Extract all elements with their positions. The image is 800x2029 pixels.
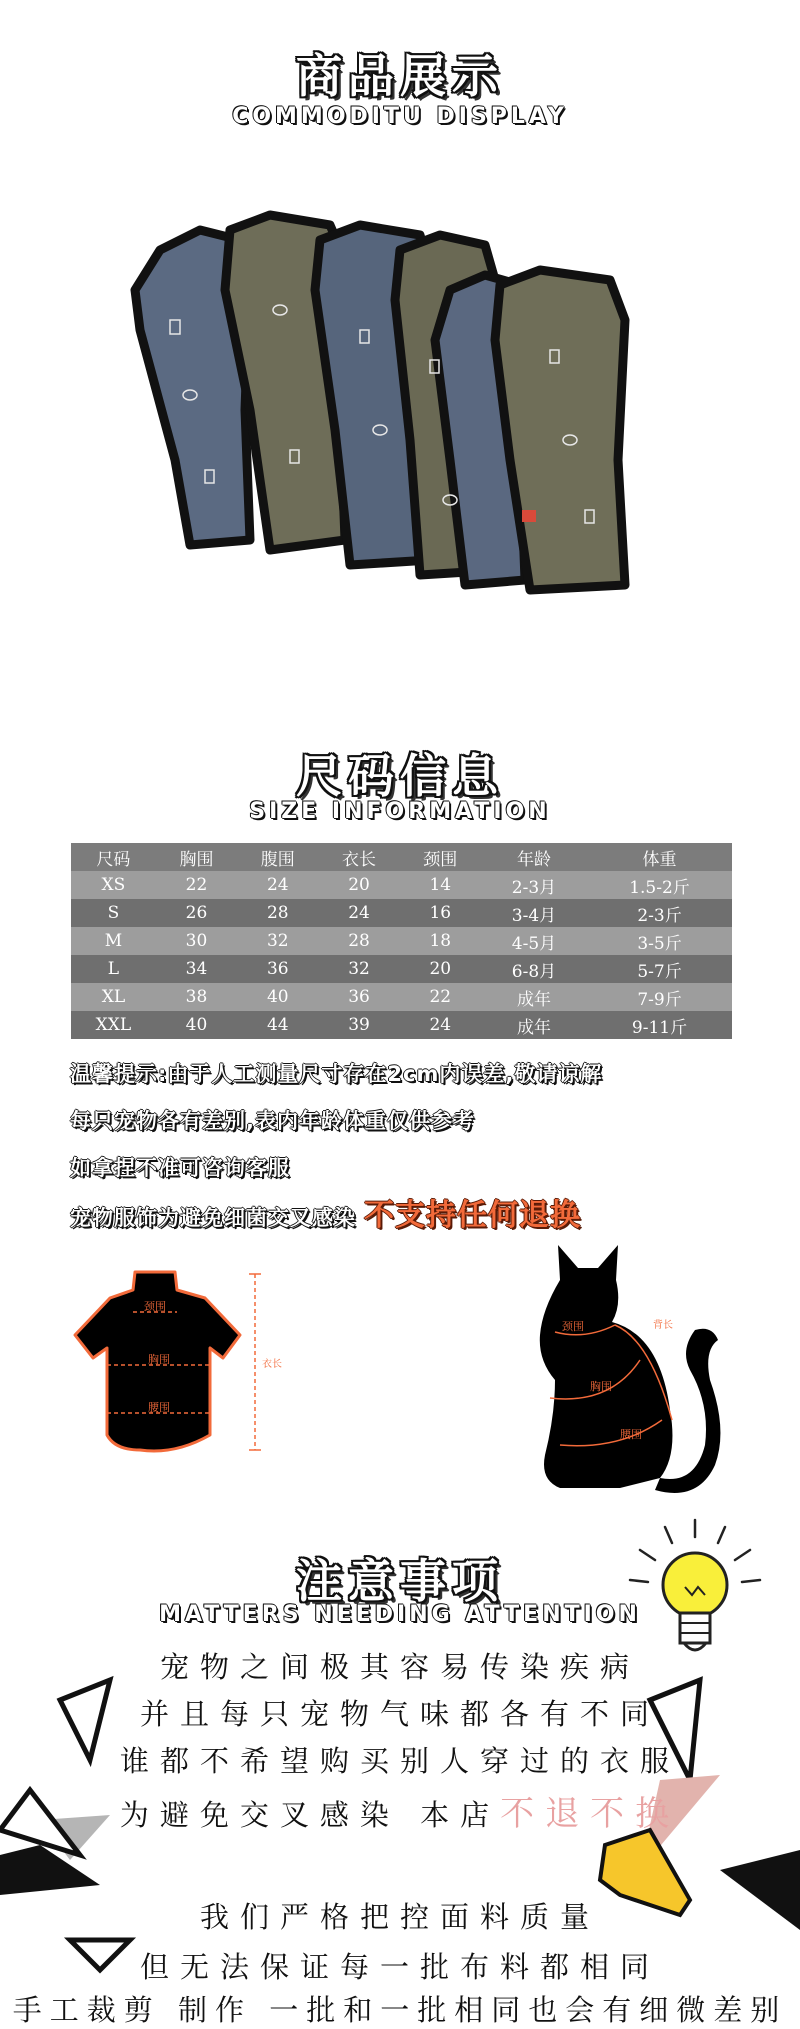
shirt-diagram	[65, 1270, 285, 1460]
table-cell: 4-5月	[511, 933, 557, 954]
table-row	[71, 927, 732, 955]
table-cell: 32	[348, 959, 370, 979]
table-row	[71, 983, 732, 1011]
table-cell: 22	[185, 875, 208, 895]
size-table-header-row	[71, 843, 732, 871]
size-table	[71, 843, 732, 1039]
table-cell: 22	[429, 987, 452, 1007]
shirt-label-neck: 颈围	[144, 1300, 166, 1313]
table-cell: 2-3斤	[637, 905, 682, 926]
header-weight: 体重	[642, 849, 677, 870]
table-cell: 24	[266, 875, 289, 895]
table-cell: L	[107, 959, 120, 979]
table-cell: 28	[348, 931, 370, 951]
table-cell: 2-3月	[511, 877, 557, 898]
table-cell: 32	[266, 931, 289, 951]
table-cell: 30	[185, 931, 208, 951]
header-length: 衣长	[342, 849, 377, 870]
size-title-en: SIZE INFORMATION	[249, 799, 551, 824]
table-row	[71, 1011, 732, 1039]
table-row	[71, 899, 732, 927]
shirt-label-waist: 腰围	[148, 1401, 170, 1414]
light-bulb-icon	[620, 1515, 770, 1660]
table-cell: 3-4月	[511, 905, 557, 926]
table-cell: 1.5-2斤	[629, 877, 690, 898]
header-age: 年龄	[516, 849, 551, 870]
cat-silhouette	[540, 1245, 721, 1493]
attention-line-6: 但无法保证每一批布料都相同	[139, 1950, 660, 1984]
size-title-cn: 尺码信息	[296, 749, 504, 803]
note-no-return-prefix: 宠物服饰为避免细菌交叉感染	[70, 1206, 356, 1230]
attention-line-4-highlight: 不退不换	[500, 1794, 681, 1834]
cat-diagram	[520, 1240, 750, 1500]
note-consult: 如拿捏不准可咨询客服	[70, 1156, 290, 1180]
table-cell: 38	[185, 987, 208, 1007]
note-tolerance: 温馨提示:由于人工测量尺寸存在2cm内误差,敬请谅解	[70, 1062, 603, 1086]
table-cell: 24	[348, 903, 370, 923]
header-size: 尺码	[96, 849, 131, 870]
table-cell: 26	[185, 903, 208, 923]
attention-line-2: 并且每只宠物气味都各有不同	[139, 1697, 660, 1731]
shirt-label-chest: 胸围	[148, 1353, 170, 1366]
table-cell: 3-5斤	[637, 933, 682, 954]
cat-label-waist: 腰围	[620, 1428, 642, 1441]
table-cell: 20	[429, 959, 452, 979]
table-cell: 5-7斤	[637, 961, 682, 982]
header-waist: 腹围	[260, 849, 295, 870]
table-cell: S	[107, 903, 120, 923]
table-cell: 36	[348, 987, 370, 1007]
attention-line-3: 谁都不希望购买别人穿过的衣服	[119, 1744, 680, 1778]
table-cell: 14	[429, 875, 452, 895]
table-row	[71, 955, 732, 983]
table-cell: 成年	[516, 1017, 551, 1038]
attention-line-5: 我们严格把控面料质量	[199, 1900, 600, 1934]
table-cell: 40	[266, 987, 289, 1007]
table-cell: 6-8月	[511, 961, 557, 982]
table-cell: 24	[429, 1015, 452, 1035]
shirt-label-length: 衣长	[262, 1359, 282, 1370]
table-row	[71, 871, 732, 899]
attention-line-7: 手工裁剪 制作 一批和一批相同也会有细微差别	[12, 1993, 788, 2027]
header-neck: 颈围	[423, 849, 458, 870]
note-no-return-highlight: 不支持任何退换	[364, 1198, 581, 1233]
attention-line-4	[0, 1786, 800, 1835]
table-cell: 20	[348, 875, 370, 895]
attention-line-4-prefix: 为避免交叉感染 本店	[119, 1798, 501, 1832]
display-title-en: COMMODITU DISPLAY	[232, 104, 568, 129]
table-cell: 44	[266, 1015, 289, 1035]
table-cell: 40	[185, 1015, 208, 1035]
table-cell: 36	[266, 959, 289, 979]
note-reference: 每只宠物各有差别,表内年龄体重仅供参考	[70, 1109, 475, 1133]
cat-label-neck: 颈围	[562, 1320, 584, 1333]
display-title-cn: 商品展示	[296, 49, 504, 103]
table-cell: 16	[429, 903, 452, 923]
attention-line-1: 宠物之间极其容易传染疾病	[159, 1650, 640, 1684]
product-photo	[130, 210, 640, 600]
header-chest: 胸围	[179, 849, 214, 870]
table-cell: M	[104, 931, 123, 951]
table-cell: 39	[348, 1015, 370, 1035]
table-cell: 成年	[516, 989, 551, 1010]
table-cell: 28	[266, 903, 289, 923]
note-no-return	[70, 1190, 581, 1234]
cat-label-chest: 胸围	[590, 1380, 612, 1393]
table-cell: 9-11斤	[631, 1017, 688, 1038]
tag-label	[522, 510, 536, 522]
attention-title-en: MATTERS NEEDING ATTENTION	[159, 1602, 641, 1627]
table-cell: XL	[101, 987, 126, 1007]
attention-title-cn: 注意事项	[296, 1554, 504, 1608]
table-cell: 34	[185, 959, 208, 979]
table-cell: XXL	[95, 1015, 132, 1035]
cat-label-back: 背长	[653, 1320, 673, 1331]
table-cell: 18	[429, 931, 452, 951]
table-cell: XS	[101, 875, 126, 895]
table-cell: 7-9斤	[637, 989, 682, 1010]
